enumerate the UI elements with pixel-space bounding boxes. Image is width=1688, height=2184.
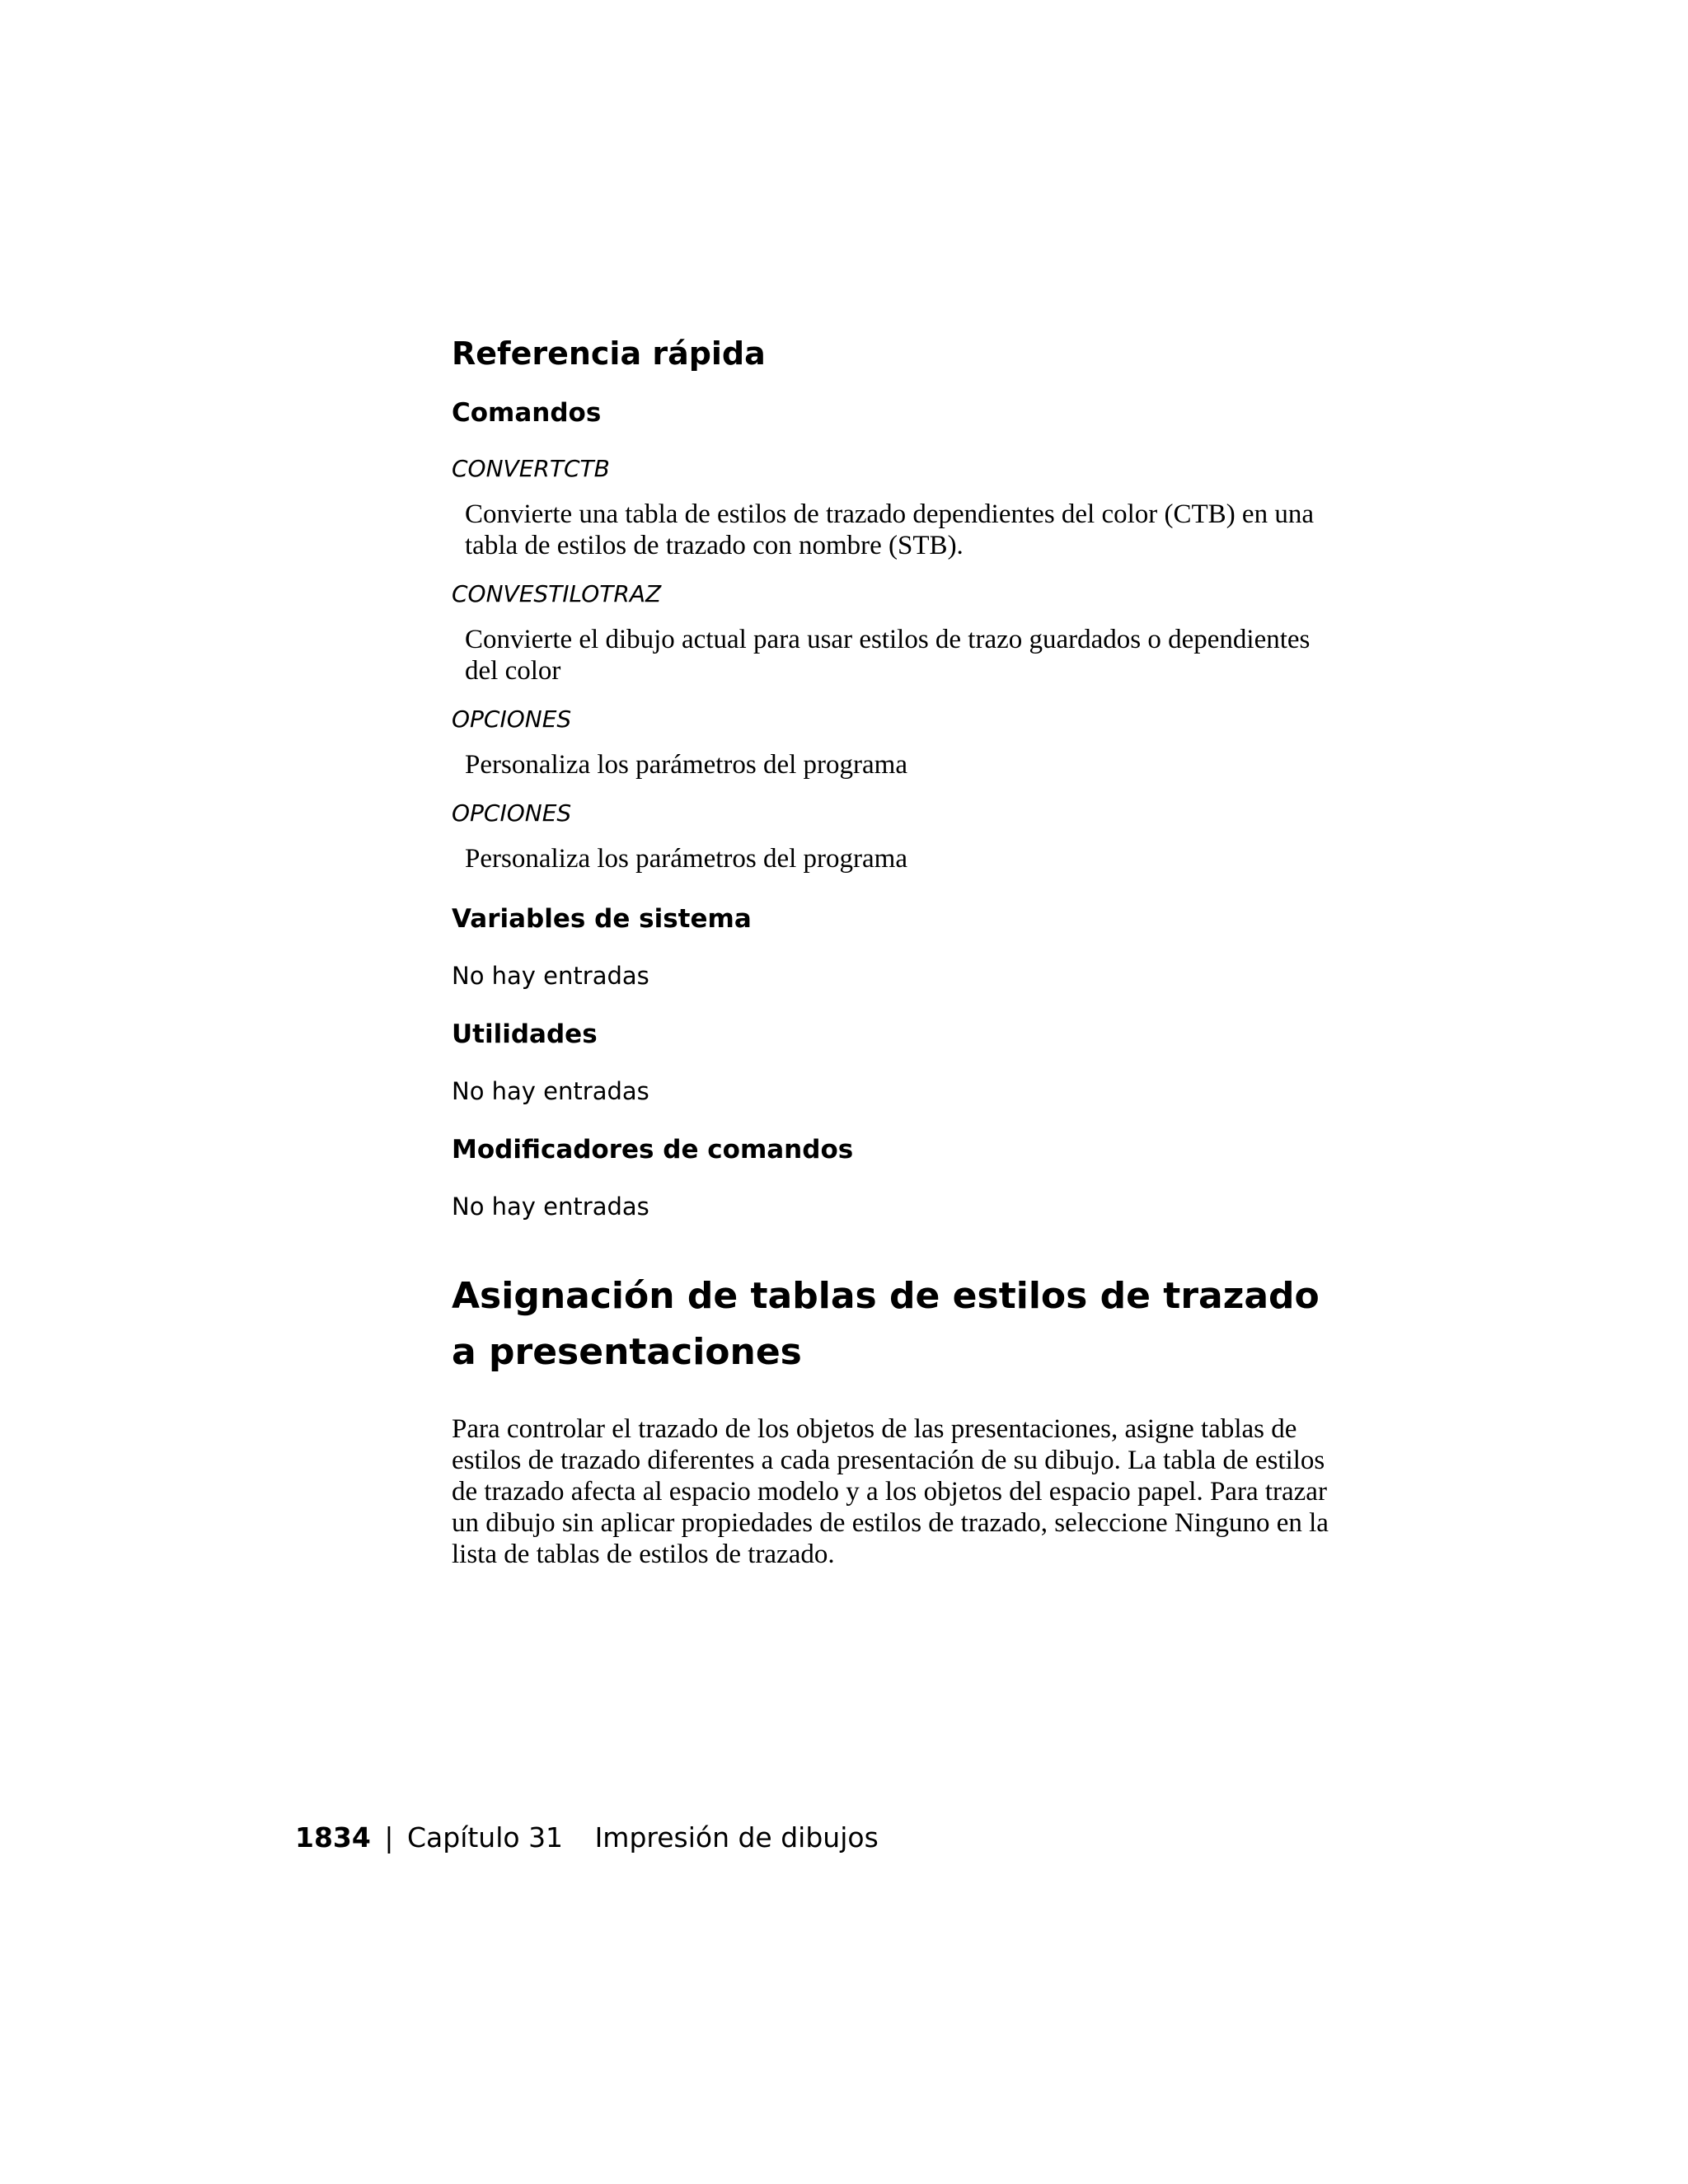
page-number: 1834 — [295, 1821, 371, 1854]
commands-heading: Comandos — [452, 398, 602, 428]
system-variables-heading: Variables de sistema — [452, 904, 752, 934]
footer-chapter: Capítulo 31 — [406, 1821, 564, 1854]
footer-chapter-title: Impresión de dibujos — [594, 1821, 879, 1854]
command-name[interactable]: CONVESTILOTRAZ — [452, 580, 662, 607]
utilities-text: No hay entradas — [452, 1077, 649, 1105]
utilities-heading: Utilidades — [452, 1019, 598, 1049]
modifiers-heading: Modificadores de comandos — [452, 1135, 854, 1165]
command-description: Convierte una tabla de estilos de trazado dependientes del color (CTB) en una tabla de estilos de trazado con nombre (STB). — [465, 499, 1314, 560]
quick-reference-heading: Referencia rápida — [452, 335, 766, 372]
command-name[interactable]: OPCIONES — [452, 799, 572, 827]
modifiers-text: No hay entradas — [452, 1193, 649, 1221]
footer-separator: | — [384, 1821, 394, 1854]
command-description: Personaliza los parámetros del programa — [465, 750, 907, 780]
command-name[interactable]: OPCIONES — [452, 705, 572, 733]
section-paragraph: Para controlar el trazado de los objetos de las presentaciones, asigne tablas de estilos de trazado diferentes a cada presentación de su dibujo. La tabla de estilos de trazado afecta al espacio modelo y a los objetos del espacio papel. Para trazar un dibujo sin aplicar propiedades de estilos de trazado, seleccione Ninguno en la lista de tablas de estilos de trazado. — [452, 1414, 1329, 1569]
command-name[interactable]: CONVERTCTB — [452, 455, 610, 482]
page-footer — [295, 1820, 879, 1856]
page-content — [452, 334, 1342, 1570]
command-description: Convierte el dibujo actual para usar estilos de trazo guardados o dependientes del color — [465, 625, 1311, 686]
command-entry — [452, 705, 1342, 780]
command-entry — [452, 799, 1342, 874]
section-title: Asignación de tablas de estilos de trazado a presentaciones — [452, 1275, 1320, 1373]
system-variables-text: No hay entradas — [452, 962, 649, 990]
command-entry — [452, 579, 1342, 687]
command-description: Personaliza los parámetros del programa — [465, 844, 907, 874]
command-entry — [452, 454, 1342, 561]
